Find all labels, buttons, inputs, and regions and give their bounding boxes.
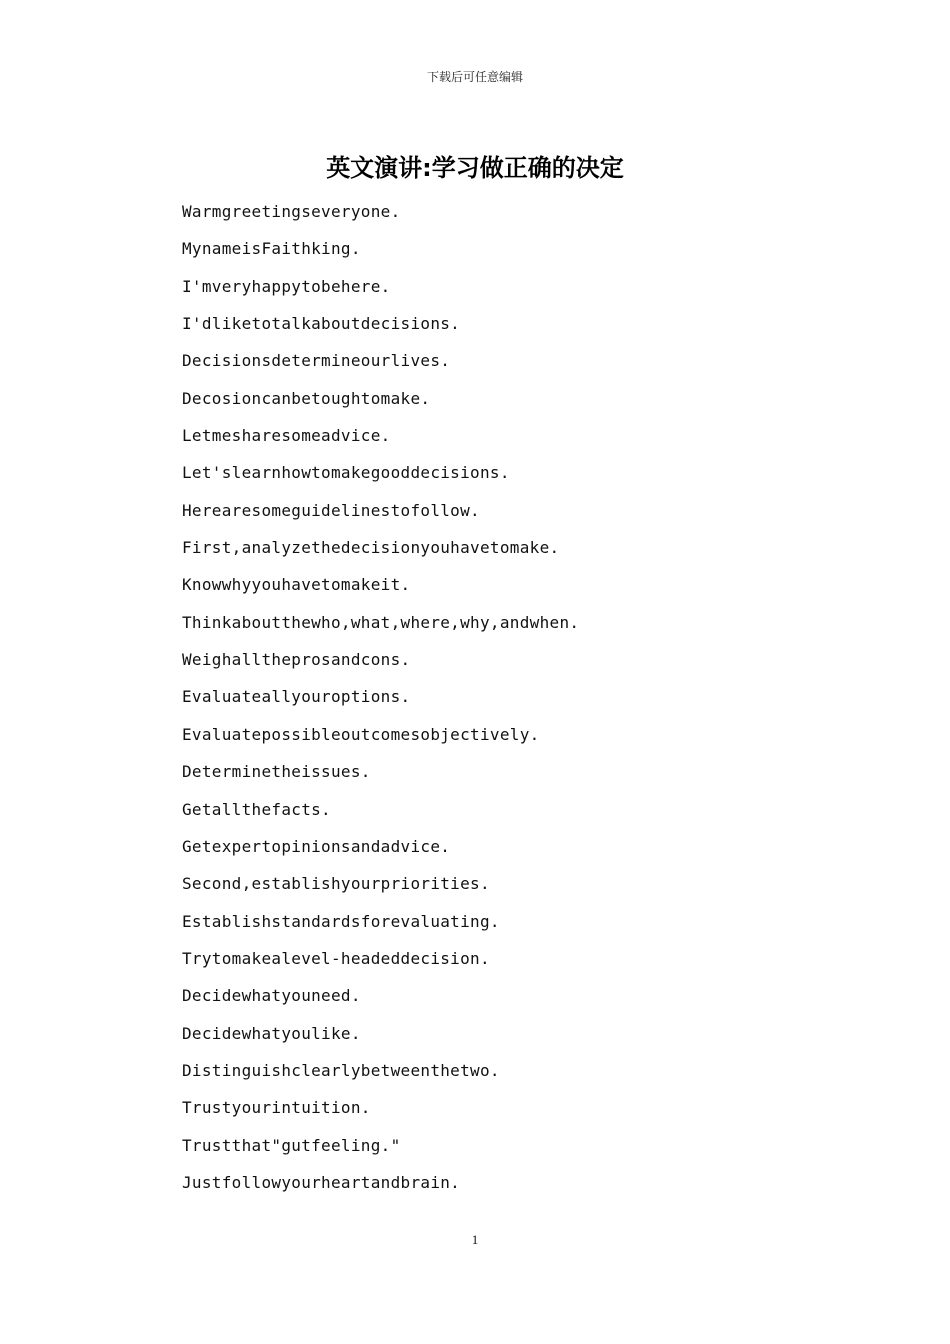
speech-line: Getexpertopinionsandadvice. <box>182 836 451 856</box>
page-number: 1 <box>471 1232 479 1247</box>
speech-line: Establishstandardsforevaluating. <box>182 911 500 931</box>
speech-line: Herearesomeguidelinestofollow. <box>182 500 480 520</box>
speech-line: Thinkaboutthewho,what,where,why,andwhen. <box>182 612 580 632</box>
speech-line: I'mveryhappytobehere. <box>182 276 391 296</box>
speech-line: Trustyourintuition. <box>182 1098 371 1118</box>
speech-line: Letmesharesomeadvice. <box>182 426 391 446</box>
speech-line: Evaluateallyouroptions. <box>182 687 411 707</box>
document-title: 英文演讲:学习做正确的决定 <box>326 154 624 182</box>
speech-line: Decidewhatyoulike. <box>182 1023 361 1043</box>
speech-line: Decisionsdetermineourlives. <box>182 351 451 371</box>
speech-line: Trustthat"gutfeeling." <box>182 1135 401 1155</box>
speech-line: Decosioncanbetoughtomake. <box>182 388 431 408</box>
header-note: 下载后可任意编辑 <box>426 70 523 84</box>
speech-line: Let'slearnhowtomakegooddecisions. <box>182 463 510 483</box>
speech-line: I'dliketotalkaboutdecisions. <box>182 314 461 334</box>
speech-line: Knowwhyyouhavetomakeit. <box>182 575 411 595</box>
speech-line: Decidewhatyouneed. <box>182 986 361 1006</box>
speech-line: Evaluatepossibleoutcomesobjectively. <box>182 724 540 744</box>
speech-line: Weighalltheprosandcons. <box>182 650 411 670</box>
speech-line: Justfollowyourheartandbrain. <box>182 1172 461 1192</box>
speech-line: Trytomakealevel-headeddecision. <box>182 948 490 968</box>
speech-line: Determinetheissues. <box>182 762 371 782</box>
speech-line: First,analyzethedecisionyouhavetomake. <box>182 538 560 558</box>
speech-lines <box>182 200 782 1208</box>
speech-line: Distinguishclearlybetweenthetwo. <box>182 1060 500 1080</box>
speech-line: Warmgreetingseveryone. <box>182 202 401 221</box>
speech-line: MynameisFaithking. <box>182 239 361 259</box>
speech-line: Second,establishyourpriorities. <box>182 874 490 894</box>
speech-line: Getallthefacts. <box>182 799 331 819</box>
